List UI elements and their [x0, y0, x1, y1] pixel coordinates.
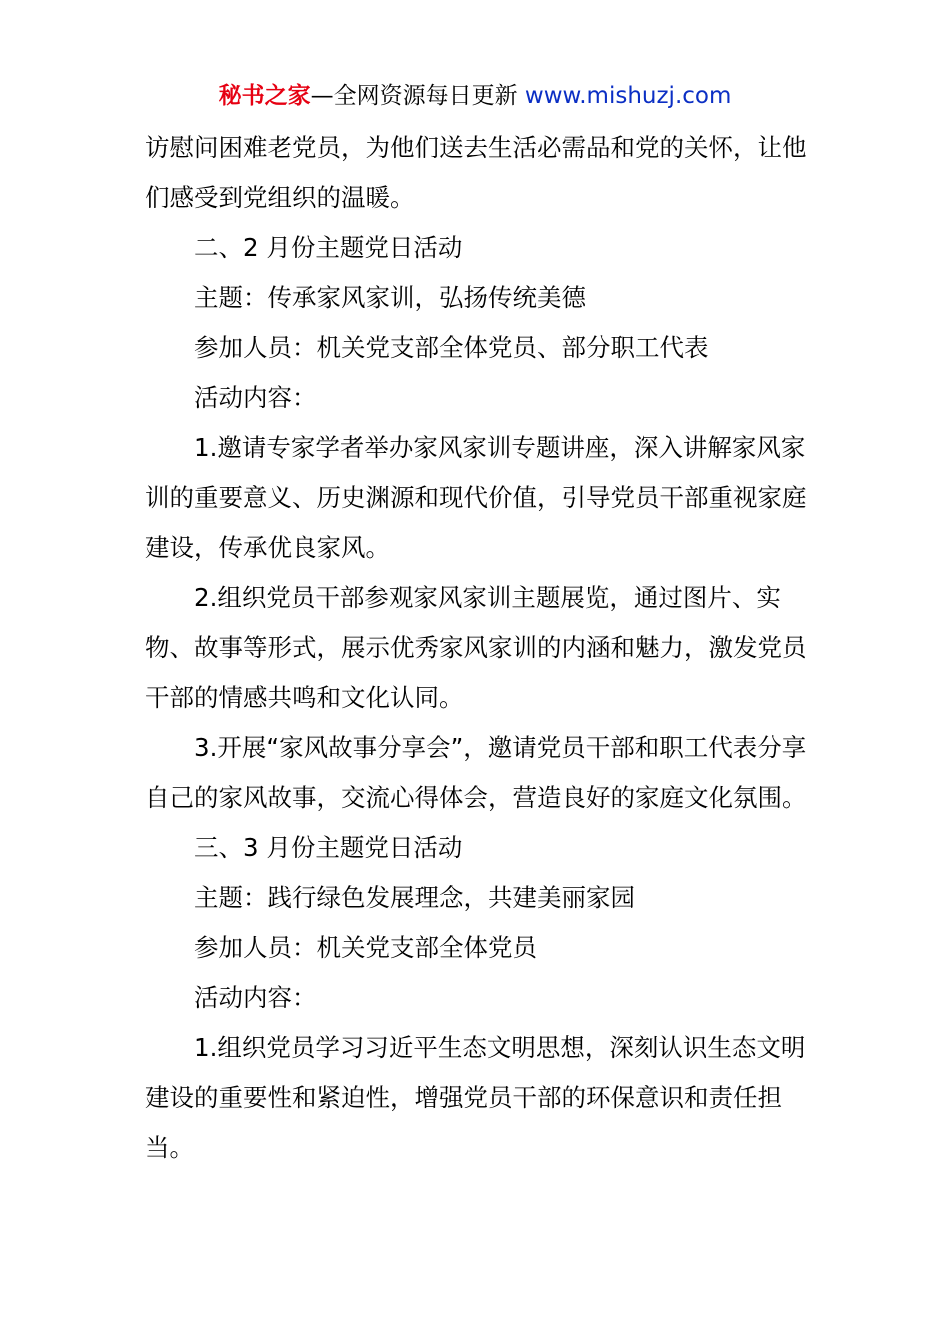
- theme-line: 主题：践行绿色发展理念，共建美丽家园: [194, 883, 635, 912]
- activity-item: 2.组织党员干部参观家风家训主题展览，通过图片、实物、故事等形式，展示优秀家风家训的内涵和魅力，激发党员干部的情感共鸣和文化认同。: [145, 583, 807, 712]
- activity-item: 3.开展“家风故事分享会”，邀请党员干部和职工代表分享自己的家风故事，交流心得体会，营造良好的家庭文化氛围。: [145, 733, 807, 812]
- site-url[interactable]: www.mishuzj.com: [524, 83, 732, 109]
- theme-line: 主题：传承家风家训，弘扬传统美德: [194, 283, 586, 312]
- header-tagline: —全网资源每日更新: [310, 83, 518, 109]
- activity-item: 1.邀请专家学者举办家风家训专题讲座，深入讲解家风家训的重要意义、历史渊源和现代价值，引导党员干部重视家庭建设，传承优良家风。: [145, 433, 807, 562]
- activity-content-label: 活动内容：: [194, 383, 317, 412]
- activity-content-label: 活动内容：: [194, 983, 317, 1012]
- section-heading-february: 二、2 月份主题党日活动: [194, 233, 463, 262]
- page-header: [0, 80, 950, 112]
- participants-line: 参加人员：机关党支部全体党员: [194, 933, 537, 962]
- brand-name: 秘书之家: [218, 83, 311, 109]
- section-heading-march: 三、3 月份主题党日活动: [194, 833, 463, 862]
- activity-item: 1.组织党员学习习近平生态文明思想，深刻认识生态文明建设的重要性和紧迫性，增强党员干部的环保意识和责任担当。: [145, 1033, 806, 1162]
- paragraph-continuation: 访慰问困难老党员，为他们送去生活必需品和党的关怀，让他们感受到党组织的温暖。: [145, 133, 807, 212]
- participants-line: 参加人员：机关党支部全体党员、部分职工代表: [194, 333, 709, 362]
- document-body: [145, 123, 810, 1173]
